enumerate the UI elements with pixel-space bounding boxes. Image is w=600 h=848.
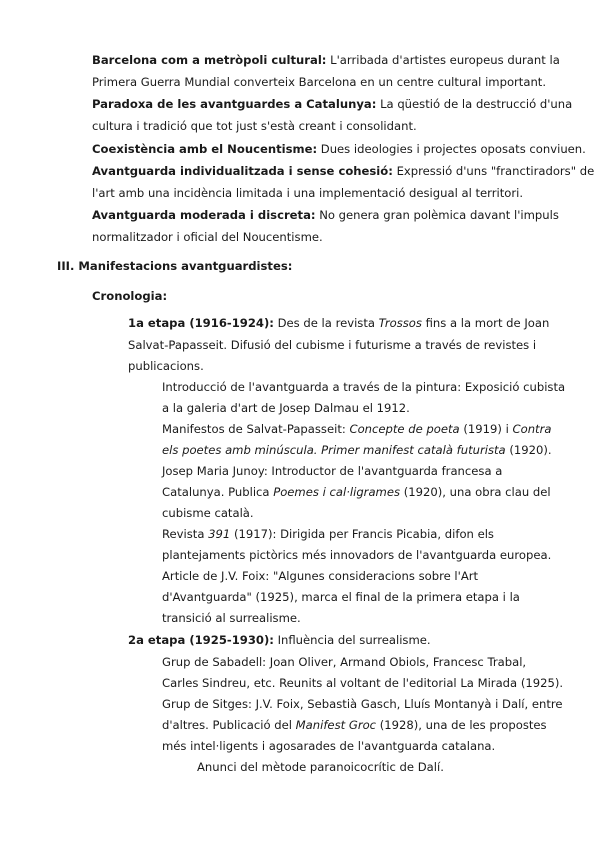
entry-3-line-1: Coexistència amb el Noucentisme: Dues ideologies i projectes oposats conviuen. bbox=[92, 142, 586, 156]
entry-2-term: Paradoxa de les avantguardes a Catalunya: bbox=[92, 97, 377, 111]
entry-2-line-1: Paradoxa de les avantguardes a Catalunya: La qüestió de la destrucció d'una bbox=[92, 97, 573, 111]
stage2-item2-line-2: d'altres. Publicació del Manifest Groc (1928), una de les propostes bbox=[162, 718, 547, 732]
stage1-item3-line-3: cubisme català. bbox=[162, 506, 254, 520]
entry-3-term: Coexistència amb el Noucentisme: bbox=[92, 142, 318, 156]
stage1-item2-line-2: els poetes amb minúscula. Primer manifest català futurista (1920). bbox=[162, 443, 552, 457]
entry-1-line-2: Primera Guerra Mundial converteix Barcelona en un centre cultural important. bbox=[92, 75, 547, 89]
entry-1-line-1: Barcelona com a metròpoli cultural: L'arribada d'artistes europeus durant la bbox=[92, 53, 560, 67]
section-heading: III. Manifestacions avantguardistes: bbox=[57, 259, 293, 273]
entry-5-line-2: normalitzador i oficial del Noucentisme. bbox=[92, 230, 323, 244]
stage1-item1-line-1: Introducció de l'avantguarda a través de la pintura: Exposició cubista bbox=[162, 380, 566, 394]
stage1-item2-line-1: Manifestos de Salvat-Papasseit: Concepte de poeta (1919) i Contra bbox=[162, 422, 552, 436]
entry-4-line-1: Avantguarda individualitzada i sense cohesió: Expressió d'uns "franctiradors" de bbox=[92, 164, 595, 178]
stage2-item1-line-1: Grup de Sabadell: Joan Oliver, Armand Obiols, Francesc Trabal, bbox=[162, 655, 527, 669]
stage1-item1-line-2: a la galeria d'art de Josep Dalmau el 1912. bbox=[162, 401, 410, 415]
stage1-item3-line-1: Josep Maria Junoy: Introductor de l'avantguarda francesa a bbox=[162, 464, 503, 478]
stage2-item3: Anunci del mètode paranoicocrític de Dalí. bbox=[197, 760, 444, 774]
stage2-label: 2a etapa (1925-1930): bbox=[128, 633, 274, 647]
entry-2-line-2: cultura i tradició que tot just s'està creant i consolidant. bbox=[92, 119, 417, 133]
stage1-item4-line-1: Revista 391 (1917): Dirigida per Francis Picabia, difon els bbox=[162, 527, 494, 541]
entry-5-term: Avantguarda moderada i discreta: bbox=[92, 208, 316, 222]
stage1-item5-line-2: d'Avantguarda" (1925), marca el final de la primera etapa i la bbox=[162, 590, 520, 604]
entry-4-term: Avantguarda individualitzada i sense cohesió: bbox=[92, 164, 393, 178]
stage2-item2-line-1: Grup de Sitges: J.V. Foix, Sebastià Gasch, Lluís Montanyà i Dalí, entre bbox=[162, 697, 563, 711]
stage2-item1-line-2: Carles Sindreu, etc. Reunits al voltant de l'editorial La Mirada (1925). bbox=[162, 676, 564, 690]
stage1-item5-line-1: Article de J.V. Foix: "Algunes consideracions sobre l'Art bbox=[162, 569, 479, 583]
entry-4-line-2: l'art amb una incidència limitada i una implementació desigual al territori. bbox=[92, 186, 524, 200]
stage1-item3-line-2: Catalunya. Publica Poemes i cal·ligrames (1920), una obra clau del bbox=[162, 485, 551, 499]
stage1-item4-line-2: plantejaments pictòrics més innovadors de l'avantguarda europea. bbox=[162, 548, 552, 562]
stage1-line-2: Salvat-Papasseit. Difusió del cubisme i futurisme a través de revistes i bbox=[128, 338, 537, 352]
entry-5-line-1: Avantguarda moderada i discreta: No genera gran polèmica davant l'impuls bbox=[92, 208, 559, 222]
stage1-line-3: publicacions. bbox=[128, 359, 204, 373]
subheading-cronologia: Cronologia: bbox=[92, 289, 168, 303]
stage2-line-1: 2a etapa (1925-1930): Influència del surrealisme. bbox=[128, 633, 431, 647]
stage2-item2-line-3: més intel·ligents i agosarades de l'avantguarda catalana. bbox=[162, 739, 496, 753]
stage1-item5-line-3: transició al surrealisme. bbox=[162, 611, 301, 625]
stage1-label: 1a etapa (1916-1924): bbox=[128, 316, 274, 330]
entry-1-term: Barcelona com a metròpoli cultural: bbox=[92, 53, 327, 67]
stage1-line-1: 1a etapa (1916-1924): Des de la revista Trossos fins a la mort de Joan bbox=[128, 316, 550, 330]
